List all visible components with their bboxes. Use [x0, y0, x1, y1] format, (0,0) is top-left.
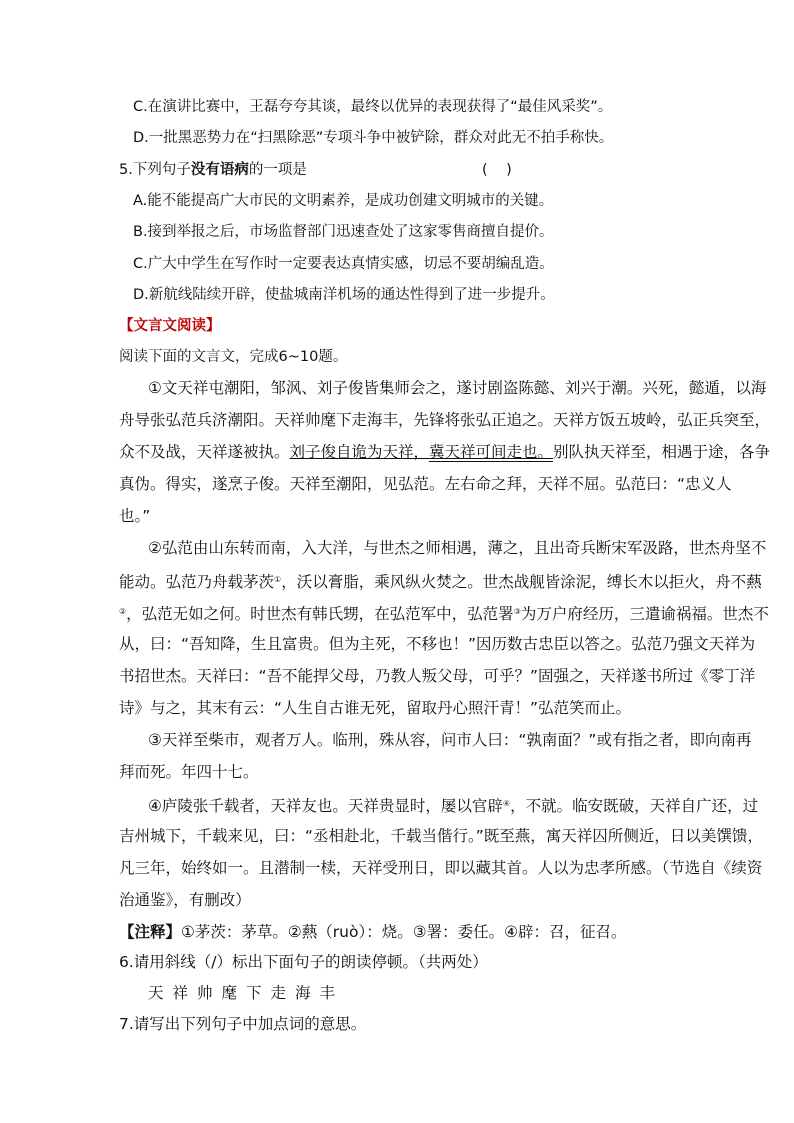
- q5-stem: [119, 160, 307, 180]
- q4-option-d: D.一批黑恶势力在“扫黑除恶”专项斗争中被铲除，群众对此无不拍手称快。: [133, 130, 614, 146]
- p3-line-2: 拜而死。年四十七。: [119, 763, 259, 781]
- notes-text: ①茅茨：茅草。②爇（ruò）：烧。③署：委任。④辟：召，征召。: [181, 923, 627, 941]
- p2-line-3: [119, 600, 769, 626]
- p2-line-3-a: ，弘范无如之何。时世杰有韩氏甥，在弘范军中，弘范署: [126, 605, 514, 623]
- footnote-marker-2: ②: [119, 607, 127, 616]
- q5-stem-emphasis: 没有语病: [190, 162, 249, 178]
- footnote-marker-4: ④: [502, 799, 511, 808]
- q4-option-c: C.在演讲比赛中，王磊夸夸其谈，最终以优异的表现获得了“最佳风采奖”。: [133, 99, 613, 115]
- p1-line-3: [119, 440, 770, 464]
- q5-option-c: C.广大中学生在写作时一定要表达真情实感，切忌不要胡编乱造。: [133, 256, 554, 272]
- p1-underlined-sentence-1: 刘子俊自诡为天祥，: [289, 443, 430, 461]
- p2-line-3-b: 为万户府经历，三遣谕祸福。世杰不: [520, 605, 769, 623]
- p4-line-4: 治通鉴》，有删改）: [119, 891, 251, 909]
- q7-stem: 7.请写出下列句子中加点词的意思。: [119, 1015, 367, 1033]
- q5-option-a: A.能不能提高广大市民的文明素养，是成功创建文明城市的关键。: [133, 193, 554, 209]
- q5-option-b: B.接到举报之后，市场监督部门迅速查处了这家零售商擅自提价。: [133, 224, 554, 240]
- p2-line-1: ②弘范由山东转而南，入大洋，与世杰之师相遇，薄之，且出奇兵断宋军汲路，世杰舟坚不: [148, 539, 767, 557]
- q5-stem-pre: 5.下列句子: [119, 162, 191, 178]
- p4-line-1-a: ④庐陵张千载者，天祥友也。天祥贵显时，屡以官辟: [148, 797, 503, 815]
- p2-line-4: 从，曰：“吾知降，生且富贵。但为主死，不移也！”因历数古忠臣以答之。弘范乃强文天祥为: [119, 635, 756, 653]
- notes-label: 【注释】: [119, 923, 182, 941]
- p1-line-5: 也。”: [119, 507, 151, 525]
- section-heading: 【文言文阅读】: [119, 318, 221, 334]
- q5-answer-paren: ( ): [482, 162, 512, 178]
- p4-line-3: 凡三年，始终如一。且潜制一椟，天祥受刑日，即以藏其首。人以为忠孝所感。（节选自《续资: [119, 859, 763, 877]
- p1-line-3-d: 别队执天祥至，相遇于途，各争: [553, 443, 771, 461]
- p2-line-2: [119, 568, 762, 594]
- p2-line-6: 诗》与之，其末有云：“人生自古谁无死，留取丹心照汗青！”弘范笑而止。: [119, 699, 632, 717]
- section-intro: 阅读下面的文言文，完成6~10题。: [119, 349, 348, 365]
- p1-line-4: 真伪。得实，遂烹子俊。天祥至潮阳，见弘范。左右命之拜，天祥不屈。弘范曰：“忠义人: [119, 475, 732, 493]
- p1-line-2: 舟导张弘范兵济潮阳。天祥帅麾下走海丰，先锋将张弘正追之。天祥方饭五坡岭，弘正兵突至，: [119, 411, 771, 429]
- p2-line-2-a: 能动。弘范乃舟载茅茨: [119, 573, 275, 591]
- q5-option-d: D.新航线陆续开辟，使盐城南洋机场的通达性得到了进一步提升。: [133, 287, 555, 303]
- footnote-marker-3: ③: [513, 607, 521, 616]
- q5-stem-post: 的一项是: [248, 162, 307, 178]
- footnote-marker-1: ①: [274, 575, 282, 584]
- p2-line-2-b: ，沃以膏脂，乘风纵火焚之。世杰战舰皆涂泥，缚长木以拒火，舟不爇: [281, 573, 762, 591]
- p2-line-5: 书招世杰。天祥曰：“吾不能捍父母，乃教人叛父母，可乎？”固强之，天祥遂书所过《零丁洋: [119, 667, 756, 685]
- p1-line-3-a: 众不及战，天祥遂被执。: [119, 443, 290, 461]
- q6-sentence: 天祥帅麾下走海丰: [148, 984, 345, 1002]
- p4-line-2: 吉州城下，千载来见，曰：“丞相赴北，千载当偕行。”既至燕，寓天祥囚所侧近，日以美馔馈，: [119, 827, 763, 845]
- p4-line-1: [148, 792, 758, 818]
- p4-line-1-b: ，不就。临安既破，天祥自广还，过: [510, 797, 759, 815]
- p3-line-1: ③天祥至柴市，观者万人。临刑，殊从容，问市人曰：“孰南面？”或有指之者，即向南再: [148, 731, 752, 749]
- q6-stem: 6.请用斜线（/）标出下面句子的朗读停顿。（共两处）: [119, 953, 488, 971]
- notes: [119, 920, 627, 944]
- p1-line-1: ①文天祥屯潮阳，邹沨、刘子俊皆集师会之，遂讨剧盗陈懿、刘兴于潮。兴死，懿遁，以海: [148, 379, 767, 397]
- p1-underlined-sentence-2: 冀天祥可间走也。: [429, 443, 554, 461]
